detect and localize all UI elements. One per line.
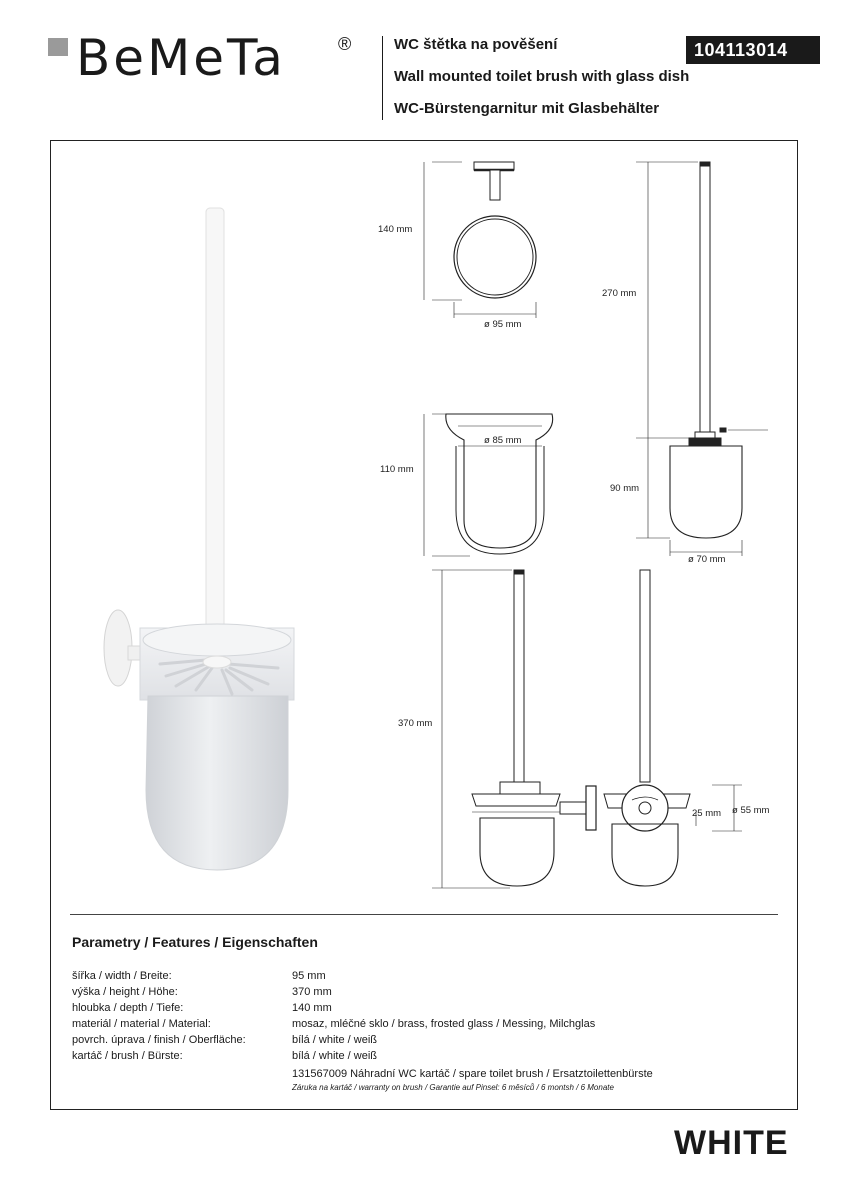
dish-diameter-label: ø 85 mm bbox=[484, 435, 522, 446]
spec-label-brush: kartáč / brush / Bürste: bbox=[72, 1050, 183, 1062]
brush-head-height-label: 90 mm bbox=[610, 483, 640, 494]
total-height-label: 370 mm bbox=[398, 718, 433, 729]
spec-label-width: šířka / width / Breite: bbox=[72, 970, 172, 982]
brush-drawing bbox=[636, 162, 768, 556]
spec-value-height: 370 mm bbox=[292, 986, 332, 998]
spec-value-material: mosaz, mléčné sklo / brass, frosted glass / Messing, Milchglas bbox=[292, 1018, 596, 1030]
assembly-side-drawing bbox=[432, 570, 596, 888]
brush-head-diameter-label: ø 70 mm bbox=[688, 554, 726, 565]
holder-drawing bbox=[424, 162, 536, 318]
product-render bbox=[104, 208, 294, 870]
title-en: Wall mounted toilet brush with glass dish bbox=[394, 68, 690, 85]
finish-label: WHITE bbox=[674, 1124, 789, 1162]
base-diameter-label: ø 55 mm bbox=[732, 805, 770, 816]
spec-value-depth: 140 mm bbox=[292, 1002, 332, 1014]
spec-value-width: 95 mm bbox=[292, 970, 326, 982]
spec-label-finish: povrch. úprava / finish / Oberfläche: bbox=[72, 1034, 246, 1046]
base-depth-label: 25 mm bbox=[692, 808, 722, 819]
title-de: WC-Bürstengarnitur mit Glasbehälter bbox=[394, 100, 660, 117]
title-cz: WC štětka na pověšení bbox=[394, 36, 558, 53]
product-code: 104113014 bbox=[686, 36, 820, 64]
spec-value-brush: bílá / white / weiß bbox=[292, 1050, 377, 1062]
spec-label-height: výška / height / Höhe: bbox=[72, 986, 178, 998]
spec-label-material: materiál / material / Material: bbox=[72, 1018, 211, 1030]
features-title: Parametry / Features / Eigenschaften bbox=[72, 934, 318, 950]
spec-value-finish: bílá / white / weiß bbox=[292, 1034, 377, 1046]
holder-height-label: 140 mm bbox=[378, 224, 413, 235]
spare-part-note: 131567009 Náhradní WC kartáč / spare toilet brush / Ersatztoilettenbürste bbox=[292, 1068, 653, 1080]
brand-name: BeMeTa bbox=[76, 29, 286, 87]
features-divider bbox=[70, 914, 778, 915]
assembly-front-drawing bbox=[604, 570, 742, 886]
warranty-note: Záruka na kartáč / warranty on brush / Garantie auf Pinsel: 6 měsíců / 6 montsh / 6 Monate bbox=[292, 1083, 614, 1092]
registered-mark: ® bbox=[338, 34, 352, 54]
holder-diameter-label: ø 95 mm bbox=[484, 319, 522, 330]
brush-handle-length-label: 270 mm bbox=[602, 288, 637, 299]
spec-label-depth: hloubka / depth / Tiefe: bbox=[72, 1002, 184, 1014]
dish-height-label: 110 mm bbox=[380, 464, 414, 475]
